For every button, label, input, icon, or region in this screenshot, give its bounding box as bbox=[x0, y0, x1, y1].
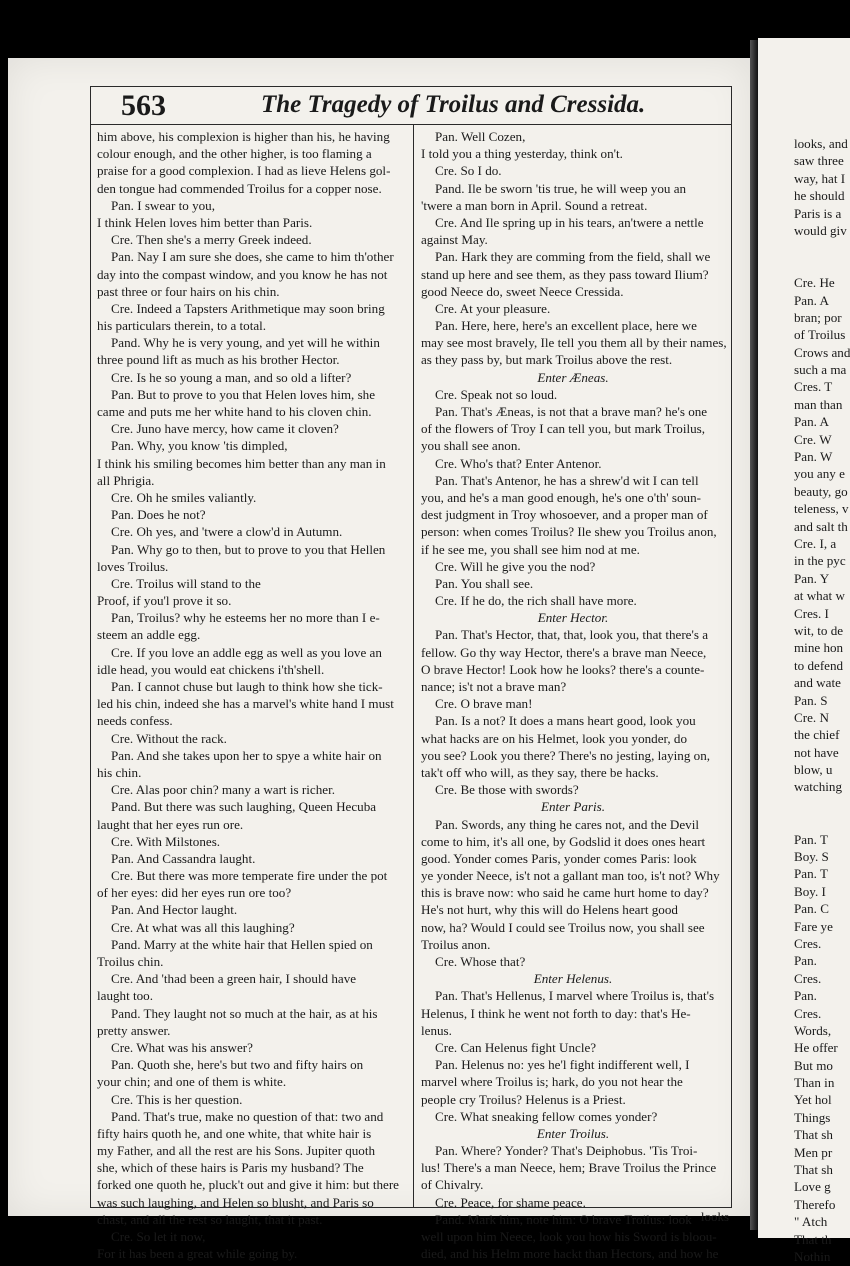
facing-page-line: to defend bbox=[794, 657, 844, 673]
text-line: now, ha? Would I could see Troilus now, you shall see bbox=[421, 919, 705, 935]
facing-page-line: such a ma bbox=[794, 362, 847, 378]
facing-page-line: wit, to de bbox=[794, 622, 844, 638]
text-line: Helenus, I think he went not forth to day: that's He- bbox=[421, 1005, 691, 1021]
catchword: looks bbox=[700, 1209, 729, 1224]
facing-page-line bbox=[758, 258, 850, 275]
header-rule bbox=[91, 124, 731, 125]
text-line: his particulars therein, to a total. bbox=[97, 318, 267, 334]
facing-page-line: and salt th bbox=[794, 518, 848, 534]
text-line: chast, and all the rest so laught, that it past. bbox=[97, 1211, 323, 1227]
text-line: your chin; and one of them is white. bbox=[97, 1074, 287, 1090]
text-line: marvel where Troilus is; hark, do you not hear the bbox=[421, 1074, 683, 1090]
facing-page-line: Therefo bbox=[794, 1196, 836, 1212]
text-line: Cre. Oh yes, and 'twere a clow'd in Autumn. bbox=[111, 524, 343, 540]
facing-page-line: Pan. bbox=[794, 988, 817, 1004]
text-line: Pan. Swords, any thing he cares not, and the Devil bbox=[435, 816, 700, 832]
text-line: loves Troilus. bbox=[97, 558, 169, 574]
text-line: Cre. Will he give you the nod? bbox=[435, 558, 596, 574]
text-line: you see? Look you there? There's no jesting, laying on, bbox=[421, 747, 711, 763]
text-line: ye yonder Neece, is't not a gallant man too, is't not? Why bbox=[421, 868, 720, 884]
text-line: Pan. Does he not? bbox=[111, 507, 206, 523]
text-line: Pan. Quoth she, here's but two and fifty hairs on bbox=[111, 1057, 364, 1073]
text-line: Pand. Mark him, note him: O brave Troilus: look bbox=[435, 1211, 692, 1227]
text-line: Pan. I swear to you, bbox=[111, 197, 216, 213]
text-line: Cre. And Ile spring up in his tears, an'twere a nettle bbox=[435, 214, 704, 230]
facing-page-line: man than bbox=[794, 396, 843, 412]
text-line: tak't off who will, as they say, there be hacks. bbox=[421, 764, 659, 780]
facing-page-line: looks, and bbox=[794, 136, 848, 151]
text-line: Cre. Peace, for shame peace. bbox=[435, 1194, 586, 1210]
text-line: what hacks are on his Helmet, look you yonder, do bbox=[421, 730, 688, 746]
text-line: Cre. Speak not so loud. bbox=[435, 386, 558, 402]
text-line: Cre. Then she's a merry Greek indeed. bbox=[111, 232, 312, 248]
facing-page-line: Pan. bbox=[794, 953, 817, 969]
facing-page-line: Pan. Y bbox=[794, 570, 830, 586]
facing-page-line: Pan. A bbox=[794, 292, 829, 308]
text-line: of the flowers of Troy I can tell you, but mark Troilus, bbox=[421, 421, 706, 437]
facing-page-line: That sh bbox=[794, 1162, 833, 1178]
facing-page-line: Love g bbox=[794, 1179, 831, 1195]
text-line: Pan. That's Æneas, is not that a brave man? he's one bbox=[435, 404, 708, 419]
facing-page-text bbox=[758, 136, 850, 1266]
text-line: For it has been a great while going by. bbox=[97, 1246, 298, 1262]
text-line: Troilus chin. bbox=[97, 954, 164, 969]
text-line: you shall see anon. bbox=[421, 438, 521, 454]
text-line: Enter Hector. bbox=[537, 610, 609, 626]
facing-page-line: Cres. bbox=[794, 1005, 822, 1021]
text-line: Enter Æneas. bbox=[537, 369, 609, 385]
text-line: Pan. Hark they are comming from the field, shall we bbox=[435, 249, 711, 265]
text-line: Cre. At what was all this laughing? bbox=[111, 919, 295, 935]
facing-page-line: Paris is a bbox=[794, 205, 842, 221]
text-line: laught too. bbox=[97, 988, 154, 1004]
facing-page-line: Cre. N bbox=[794, 709, 829, 725]
facing-page-line: Pan. T bbox=[794, 831, 828, 847]
facing-page-line: Words, bbox=[794, 1022, 832, 1038]
facing-page-line: Cres. I bbox=[794, 605, 829, 621]
text-line: Cre. And 'thad been a green hair, I should have bbox=[111, 971, 357, 987]
facing-page-line: mine hon bbox=[794, 640, 844, 656]
facing-page-line: way, hat I bbox=[794, 170, 846, 186]
running-title: The Tragedy of Troilus and Cressida. bbox=[261, 91, 646, 118]
text-line: idle head, you would eat chickens i'th'shell. bbox=[97, 661, 325, 677]
text-line: Pan. Where? Yonder? That's Deiphobus. 'Tis Troi- bbox=[435, 1143, 698, 1159]
text-line: Pan. Well Cozen, bbox=[435, 129, 526, 144]
text-line: forked one quoth he, pluck't out and give it him: but there bbox=[97, 1177, 399, 1193]
facing-page-line: not have bbox=[794, 744, 839, 760]
text-line: my Father, and all the rest are his Sons. Jupiter quoth bbox=[97, 1143, 376, 1159]
facing-page-line: at what w bbox=[794, 588, 845, 604]
facing-page-line: of Troilus bbox=[794, 327, 846, 343]
facing-page-line: Cres. bbox=[794, 970, 822, 986]
text-line: Cre. So I do. bbox=[435, 163, 502, 179]
text-line: Cre. O brave man! bbox=[435, 696, 533, 712]
text-line: three pound lift as much as his brother Hector. bbox=[97, 352, 340, 368]
text-line: Cre. So let it now, bbox=[111, 1229, 206, 1244]
text-line: dest judgment in Troy whosoever, and a proper man of bbox=[421, 507, 708, 523]
column-divider bbox=[413, 125, 414, 1207]
text-line: O brave Hector! Look how he looks? there's a counte- bbox=[421, 661, 705, 677]
text-line: of her eyes: did her eyes run ore too? bbox=[97, 885, 292, 901]
facing-page-line: Pan. S bbox=[794, 692, 828, 708]
facing-page-line: That sh bbox=[794, 1127, 833, 1143]
text-line: Cre. Juno have mercy, how came it cloven? bbox=[111, 421, 339, 437]
text-line: Pan. Why, you know 'tis dimpled, bbox=[111, 438, 288, 454]
text-line: may see most bravely, Ile tell you them all by their names, bbox=[421, 335, 727, 351]
text-line: person: when comes Troilus? Ile shew you Troilus anon, bbox=[421, 524, 717, 540]
text-line: colour enough, and the other higher, is too flaming a bbox=[97, 146, 372, 162]
text-line: this is brave now: who said he came hurt home to day? bbox=[421, 885, 709, 901]
page-header bbox=[91, 87, 731, 124]
text-line: Enter Helenus. bbox=[533, 971, 613, 987]
facing-page-line: " Atch bbox=[794, 1214, 828, 1230]
text-line: Pand. Why he is very young, and yet will he within bbox=[111, 335, 380, 351]
facing-page-line: Cre. I, a bbox=[794, 535, 837, 551]
text-line: Pan. That's Hellenus, I marvel where Troilus is, that's bbox=[435, 988, 715, 1004]
text-line: died, and his Helm more hackt than Hectors, and how he bbox=[421, 1246, 719, 1262]
facing-page-line: he should bbox=[794, 188, 845, 204]
text-line: Pand. Ile be sworn 'tis true, he will weep you an bbox=[435, 180, 687, 196]
text-line: Cre. Oh he smiles valiantly. bbox=[111, 489, 257, 505]
text-line: people cry Troilus? Helenus is a Priest. bbox=[421, 1091, 626, 1107]
text-line: Cre. Indeed a Tapsters Arithmetique may soon bring bbox=[111, 300, 385, 316]
facing-page-line: the chief bbox=[794, 727, 840, 743]
text-line: Pan. Here, here, here's an excellent place, here we bbox=[435, 318, 697, 334]
text-line: came and puts me her white hand to his cloven chin. bbox=[97, 404, 372, 419]
text-line: Pand. That's true, make no question of that: two and bbox=[111, 1108, 384, 1124]
facing-page-line: watching bbox=[794, 779, 842, 795]
facing-page-line: Things bbox=[794, 1109, 831, 1125]
text-line: I think his smiling becomes him better than any man in bbox=[97, 455, 386, 471]
text-line: Enter Paris. bbox=[540, 799, 605, 815]
facing-page-line: Cres. bbox=[794, 935, 822, 951]
facing-page-line: Pan. W bbox=[794, 449, 833, 465]
text-line: Cre. Is he so young a man, and so old a lifter? bbox=[111, 369, 352, 385]
facing-page-line: But mo bbox=[794, 1057, 833, 1073]
text-line: Cre. What was his answer? bbox=[111, 1039, 253, 1055]
text-line: I told you a thing yesterday, think on't. bbox=[421, 146, 623, 162]
text-line: stand up here and see them, as they pass toward Ilium? bbox=[421, 266, 709, 282]
text-line: He's not hurt, why this will do Helens heart good bbox=[421, 902, 678, 918]
facing-page-line: Pan. T bbox=[794, 866, 828, 882]
facing-page-line: Nothin bbox=[794, 1249, 831, 1264]
text-line: pretty answer. bbox=[97, 1022, 171, 1038]
text-line: Pan. You shall see. bbox=[435, 575, 534, 591]
text-line: Cre. Be those with swords? bbox=[435, 782, 579, 798]
page-number: 563 bbox=[121, 89, 166, 122]
facing-page-line: Men pr bbox=[794, 1144, 833, 1160]
text-line: of Chivalry. bbox=[421, 1177, 484, 1193]
text-line: Cre. This is her question. bbox=[111, 1091, 243, 1107]
facing-page-line: Cre. He bbox=[794, 275, 835, 291]
facing-page-fragment bbox=[758, 38, 850, 1264]
facing-page-line: Boy. I bbox=[794, 883, 826, 899]
text-line: Pand. They laught not so much at the hair, as at his bbox=[111, 1005, 378, 1021]
facing-page-line: in the pyc bbox=[794, 553, 846, 569]
text-line: him above, his complexion is higher than his, he having bbox=[97, 129, 390, 144]
text-line: laught that her eyes run ore. bbox=[97, 816, 244, 832]
facing-page-line: Cre. W bbox=[794, 431, 832, 447]
facing-page-line bbox=[758, 797, 850, 814]
text-line: Enter Troilus. bbox=[536, 1125, 610, 1141]
facing-page-line: Crows and bbox=[794, 344, 850, 360]
facing-page-line: bran; por bbox=[794, 309, 842, 325]
text-line: Proof, if you'l prove it so. bbox=[97, 593, 232, 609]
text-line: Pan, Troilus? why he esteems her no more than I e- bbox=[111, 610, 380, 626]
text-line: good. Yonder comes Paris, yonder comes Paris: look bbox=[421, 850, 697, 866]
text-line: lus! There's a man Neece, hem; Brave Troilus the Prince bbox=[421, 1160, 717, 1176]
text-line: I think Helen loves him better than Paris. bbox=[97, 214, 313, 230]
text-line: past three or four hairs on his chin. bbox=[97, 283, 280, 299]
text-line: Pand. Marry at the white hair that Hellen spied on bbox=[111, 936, 373, 952]
facing-page-line: you any e bbox=[794, 466, 845, 482]
facing-page-line: He offer bbox=[794, 1040, 838, 1056]
facing-page-line: Cres. T bbox=[794, 379, 833, 395]
facing-page-line bbox=[758, 814, 850, 831]
text-line: day into the compast window, and you know he has not bbox=[97, 266, 388, 282]
text-line: well upon him Neece, look you how his Sword is bloou- bbox=[421, 1229, 717, 1244]
text-line: Pan. Why go to then, but to prove to you that Hellen bbox=[111, 541, 386, 557]
facing-page-line: Yet hol bbox=[794, 1092, 832, 1108]
facing-page-line: would giv bbox=[794, 222, 847, 238]
facing-page-line: Pan. C bbox=[794, 901, 829, 917]
text-line: his chin. bbox=[97, 764, 142, 780]
facing-page-line: blow, u bbox=[794, 762, 833, 778]
text-line: Pan. That's Hector, that, that, look you, that there's a bbox=[435, 627, 709, 643]
text-line: Cre. Without the rack. bbox=[111, 730, 227, 746]
text-line: lenus. bbox=[421, 1022, 452, 1038]
text-line: she, which of these hairs is Paris my husband? The bbox=[97, 1160, 364, 1176]
text-line: come to him, it's all one, by Godslid it does ones heart bbox=[421, 833, 706, 849]
text-line: steem an addle egg. bbox=[97, 627, 201, 643]
text-line: praise for a good complexion. I had as lieve Helens gol- bbox=[97, 163, 391, 179]
facing-page-line: Fare ye bbox=[794, 918, 833, 934]
facing-page-line: teleness, v bbox=[794, 501, 849, 517]
text-line: nance; is't not a brave man? bbox=[421, 679, 567, 694]
text-line: against May. bbox=[421, 232, 488, 248]
facing-page-line: beauty, go bbox=[794, 483, 848, 499]
text-line: fifty hairs quoth he, and one white, that white hair is bbox=[97, 1125, 372, 1141]
text-line: you, and he's a man good enough, he's one o'th' soun- bbox=[421, 489, 701, 505]
text-line: den tongue had commended Troilus for a copper nose. bbox=[97, 180, 382, 196]
text-line: if he see me, you shall see him nod at me. bbox=[421, 541, 640, 557]
text-line: Pan. And Hector laught. bbox=[111, 902, 238, 918]
text-line: Cre. Who's that? Enter Antenor. bbox=[435, 455, 602, 471]
text-line: Pan. Helenus no: yes he'l fight indifferent well, I bbox=[435, 1057, 690, 1073]
text-line: Pan. That's Antenor, he has a shrew'd wit I can tell bbox=[435, 472, 699, 488]
text-line: Pan. And she takes upon her to spye a white hair on bbox=[111, 747, 382, 763]
facing-page-line: That th bbox=[794, 1231, 832, 1247]
text-line: Cre. If he do, the rich shall have more. bbox=[435, 593, 637, 609]
facing-page-line: Than in bbox=[794, 1075, 835, 1091]
facing-page-line: Boy. S bbox=[794, 849, 829, 865]
text-line: Pand. But there was such laughing, Queen Hecuba bbox=[111, 799, 377, 815]
text-line: Cre. If you love an addle egg as well as you love an bbox=[111, 644, 382, 660]
text-line: Pan. Nay I am sure she does, she came to him th'other bbox=[111, 249, 394, 265]
text-line: Troilus anon. bbox=[421, 936, 491, 952]
text-line: Cre. Troilus will stand to the bbox=[111, 575, 261, 591]
text-line: good Neece do, sweet Neece Cressida. bbox=[421, 283, 624, 299]
text-line: needs confess. bbox=[97, 713, 173, 729]
text-line: Cre. With Milstones. bbox=[111, 833, 221, 849]
text-line: Cre. Can Helenus fight Uncle? bbox=[435, 1039, 597, 1055]
left-column bbox=[97, 128, 407, 1262]
text-line: Pan. Is a not? It does a mans heart good, look you bbox=[435, 713, 696, 729]
text-line: Cre. What sneaking fellow comes yonder? bbox=[435, 1108, 658, 1124]
facing-page-line: and wate bbox=[794, 675, 841, 691]
text-line: Cre. But there was more temperate fire under the pot bbox=[111, 868, 388, 884]
text-line: Pan. And Cassandra laught. bbox=[111, 850, 256, 866]
text-line: Pan. But to prove to you that Helen loves him, she bbox=[111, 386, 376, 402]
text-line: Cre. At your pleasure. bbox=[435, 300, 551, 316]
text-line: fellow. Go thy way Hector, there's a brave man Neece, bbox=[421, 644, 707, 660]
text-line: 'twere a man born in April. Sound a retreat. bbox=[421, 197, 648, 213]
text-line: as they pass by, but mark Troilus above the rest. bbox=[421, 352, 673, 368]
text-line: Pan. I cannot chuse but laugh to think how she tick- bbox=[111, 679, 383, 694]
text-frame bbox=[90, 86, 732, 1262]
text-line: all Phrigia. bbox=[97, 472, 155, 488]
right-column bbox=[421, 128, 725, 1262]
book-gutter bbox=[750, 40, 758, 1230]
text-line: was such laughing, and Helen so blusht, and Paris so bbox=[97, 1194, 374, 1210]
text-line: Cre. Whose that? bbox=[435, 954, 526, 969]
facing-page-line: Pan. A bbox=[794, 414, 829, 430]
facing-page-line: saw three bbox=[794, 153, 844, 169]
book-page bbox=[8, 58, 750, 1262]
facing-page-line bbox=[758, 240, 850, 257]
text-line: Cre. Alas poor chin? many a wart is richer. bbox=[111, 782, 335, 798]
text-line: led his chin, indeed she has a marvel's white hand I must bbox=[97, 696, 394, 712]
